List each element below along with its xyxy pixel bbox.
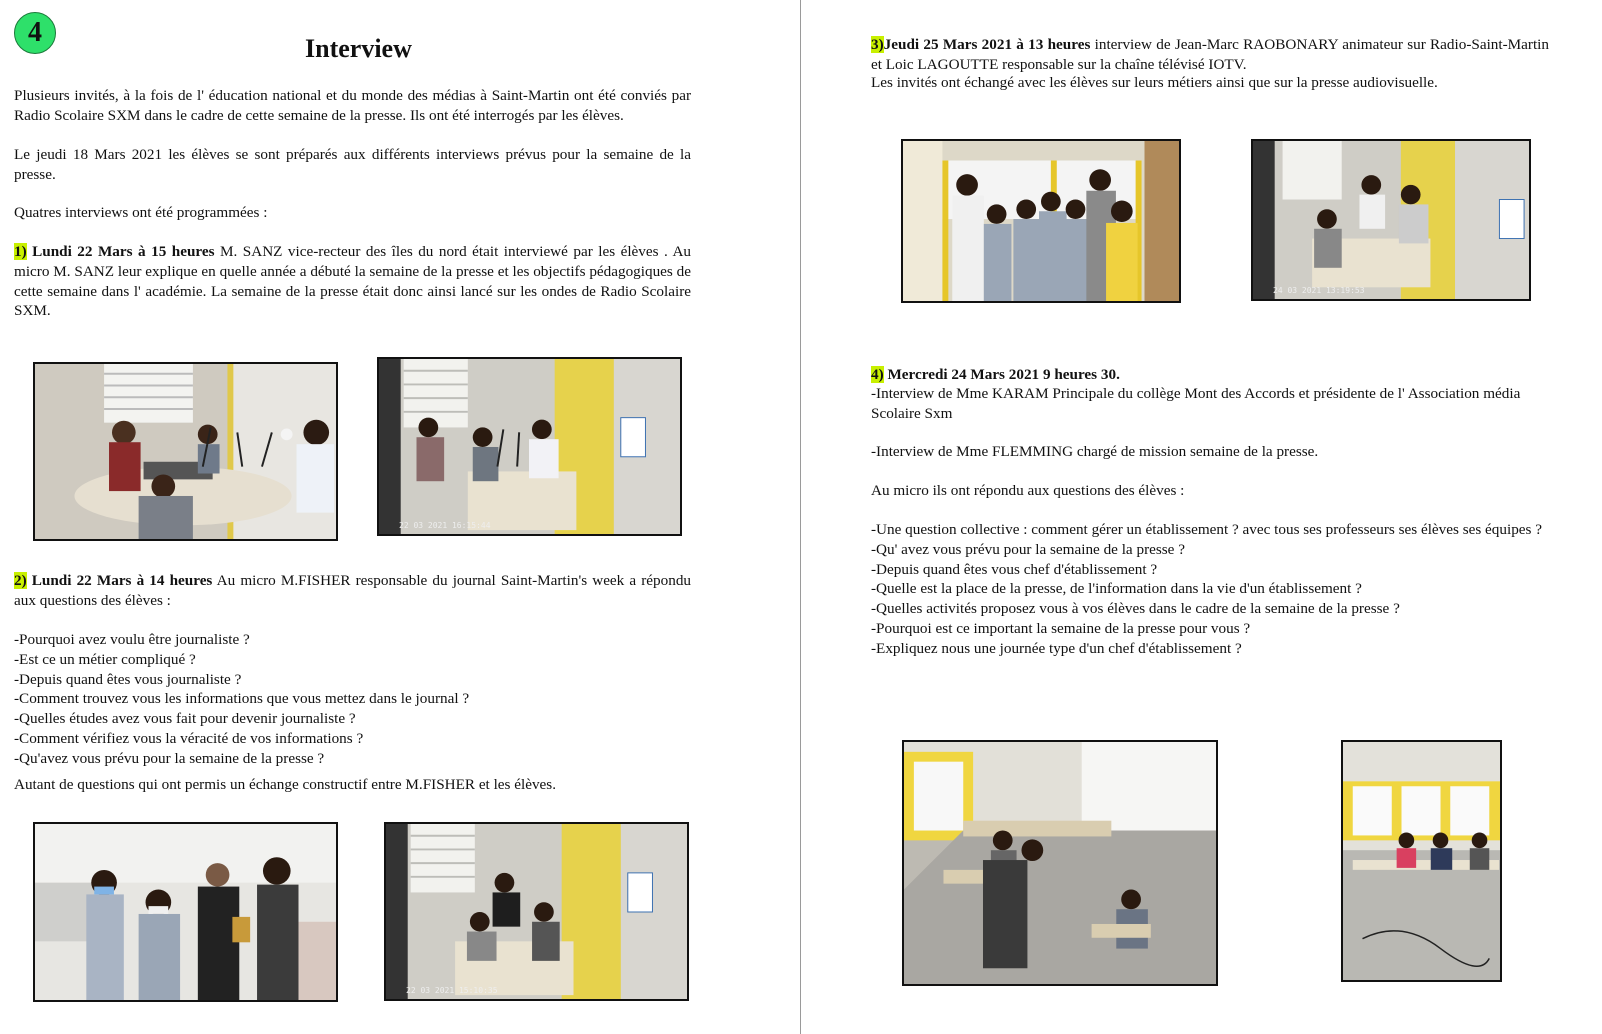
- intro-paragraph-2: Le jeudi 18 Mars 2021 les élèves se sont préparés aux différents interviews prévus pour la semaine de la presse.: [14, 146, 691, 183]
- photo-fisher-group: [33, 822, 338, 1002]
- section-4-number: 4): [871, 366, 884, 383]
- photo-fisher-studio: [384, 822, 689, 1001]
- photo-timestamp: 22 03 2021 15:10:35: [406, 986, 498, 995]
- section-2-closing: Autant de questions qui ont permis un échange constructif entre M.FISHER et les élèves.: [14, 776, 556, 793]
- photo-flemming-presentation: [1341, 740, 1502, 982]
- section-4-questions: [871, 520, 1549, 659]
- question-item: -Depuis quand êtes vous journaliste ?: [14, 670, 242, 688]
- section-4-line1: -Interview de Mme KARAM Principale du collège Mont des Accords et présidente de l' Association média Scolaire Sxm: [871, 385, 1521, 422]
- question-item: -Pourquoi avez voulu être journaliste ?: [14, 631, 250, 648]
- section-3-paragraph: [871, 35, 1549, 75]
- section-4-line3: Au micro ils ont répondu aux questions des élèves :: [871, 482, 1185, 499]
- question-item: -Comment trouvez vous les informations que vous mettez dans le journal ?: [14, 690, 470, 708]
- section-3-text-2: Les invités ont échangé avec les élèves sur leurs métiers ainsi que sur la presse audiovisuelle.: [871, 74, 1438, 91]
- section-3-heading: Jeudi 25 Mars 2021 à 13 heures: [883, 36, 1091, 53]
- photo-sanz-interview: [33, 362, 338, 541]
- section-2-questions: [14, 630, 694, 769]
- photo-raobonary-studio: [1251, 139, 1531, 301]
- question-item: -Est ce un métier compliqué ?: [14, 650, 196, 668]
- question-item: -Comment vérifiez vous la véracité de vos informations ?: [14, 729, 364, 747]
- page-divider: [800, 0, 801, 1034]
- page-title: Interview: [305, 34, 412, 63]
- section-3-text: interview de Jean-Marc RAOBONARY animateur sur Radio-Saint-Martin et Loic LAGOUTTE responsable sur la chaîne télévisé IOTV.: [871, 36, 1549, 73]
- page-number-badge: 4: [14, 12, 56, 54]
- section-2-number: 2): [14, 572, 27, 589]
- question-item: -Quelles activités proposez vous à vos élèves dans le cadre de la semaine de la presse ?: [871, 600, 1400, 618]
- section-2-text: Au micro M.FISHER responsable du journal Saint-Martin's week a répondu aux questions des élèves :: [14, 572, 692, 609]
- question-item: -Pourquoi est ce important la semaine de la presse pour vous ?: [871, 619, 1251, 637]
- section-1-heading: Lundi 22 Mars à 15 heures: [32, 243, 215, 260]
- section-4-line2: -Interview de Mme FLEMMING chargé de mission semaine de la presse.: [871, 443, 1319, 460]
- photo-timestamp: 24 03 2021 13:19:53: [1273, 286, 1365, 295]
- question-item: -Quelles études avez vous fait pour devenir journaliste ?: [14, 710, 356, 728]
- section-1-number: 1): [14, 243, 27, 260]
- question-item: -Quelle est la place de la presse, de l'information dans la vie d'un établissement ?: [871, 580, 1362, 598]
- question-item: -Qu'avez vous prévu pour la semaine de la presse ?: [14, 749, 325, 767]
- photo-karam-classroom: [902, 740, 1218, 986]
- question-item: -Depuis quand êtes vous chef d'établissement ?: [871, 560, 1158, 578]
- question-item: -Expliquez nous une journée type d'un chef d'établissement ?: [871, 639, 1242, 657]
- section-2-paragraph: [14, 571, 691, 611]
- photo-timestamp: 22 03 2021 16:15:44: [399, 521, 491, 530]
- photo-raobonary-group: [901, 139, 1181, 303]
- section-4-heading: Mercredi 24 Mars 2021 9 heures 30.: [887, 366, 1120, 383]
- interview-count-line: Quatres interviews ont été programmées :: [14, 204, 268, 221]
- section-3-number: 3): [871, 36, 884, 53]
- section-4-title: [871, 365, 1120, 385]
- question-item: -Qu' avez vous prévu pour la semaine de la presse ?: [871, 540, 1185, 558]
- section-1-text: M. SANZ vice-recteur des îles du nord était interviewé par les élèves . Au micro M. SANZ leur explique en quelle année a débuté la semaine de la presse et les objectifs pédagogiques de cette semaine dans l' académie. La semaine de la presse était donc ainsi lancé sur les ondes de Radio Scolaire SXM.: [14, 243, 692, 320]
- section-2-heading: Lundi 22 Mars à 14 heures: [31, 572, 213, 589]
- question-item: -Une question collective : comment gérer un établissement ? avec tous ses professeurs ses élèves ses équipes ?: [871, 521, 1542, 538]
- intro-paragraph: Plusieurs invités, à la fois de l' éducation national et du monde des médias à Saint-Martin ont été conviés par Radio Scolaire SXM dans le cadre de cette semaine de la presse. Ils ont été interrogés par les élèves.: [14, 87, 691, 124]
- photo-studio-session: [377, 357, 682, 536]
- section-1-paragraph: [14, 242, 691, 321]
